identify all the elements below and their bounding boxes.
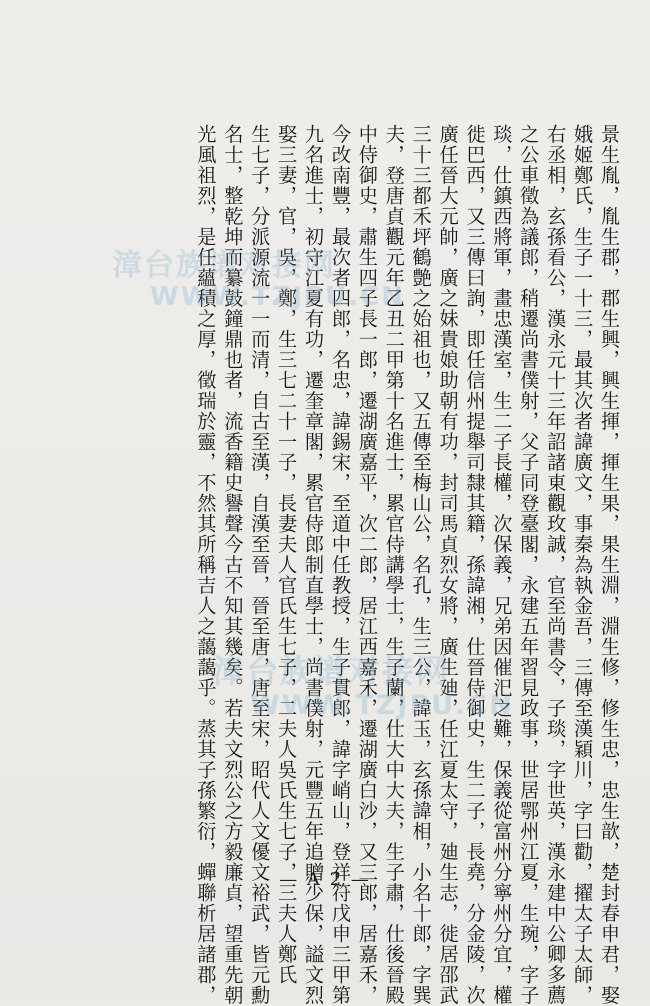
text-column: 右丞相，玄孫看公，漢永元十三年詔諸東觀玫誠，官至尚書令，子琰，字世英，漢永建中公卿多薦: [544, 124, 568, 1006]
text-column: 今改南豐，最次者四郎，名忠，諱錫宋，至道中任教授，生子貫郎，諱字峭山，登祥符戊申三甲第: [328, 124, 352, 1006]
text-column: 娶三妻，官，吳，鄭，生三七二十一子，長妻夫人官氏生七子，二夫人吳氏生七子，三夫人鄭氏: [275, 124, 299, 985]
text-column: 之公車徵為議郎，稍遷尚書僕射，父子同登臺閣，永建五年習見政事，世居鄂州江夏，生琬，字子: [517, 124, 541, 1006]
watermark-text: 漳台族谱对接网: [212, 652, 451, 690]
text-column: 徙巴西，又三傳曰詢，即任信州提舉司隸其籍，孫諱湘，仕晉侍御史，生二子，長堯，分金陵，次: [463, 124, 487, 1006]
text-column: 名士，整乾坤而纂鼓鐘鼎也者，流香籍史譽聲今古不知其幾矣。若夫文烈公之方毅廉貞，望重先朝: [221, 124, 245, 1006]
text-column: 娥姬鄭氏，生子一十三，最其次者諱廣文，事秦為執金吾，三傳至漢穎川，字曰勸，擢太子太師，: [571, 124, 595, 1006]
page-number: — A 2 —: [279, 869, 371, 890]
text-column: 光風祖烈，是任蘊積之厚，徵瑞於靈，不然其所稱吉人之藹藹乎。蒸其子孫繁衍，蟬聯析居諸郡，: [194, 124, 218, 1006]
text-column: 三十三都禾坪鶴艶之始祖也，又五傳至梅山公，名孔，生三公，諱玉，玄孫諱相，小名十郎，字巽: [409, 124, 433, 1006]
text-column: 九名進士，初守江夏有功，遷奎章閣，累官侍郎制直學士，尚書僕射，元豐五年追贈少保，謚文烈: [302, 124, 326, 1006]
watermark-url: WWW.TZJPU.CN: [250, 690, 514, 721]
text-column: 生七子，分派源流一一而清，自古至漢，自漢至晉，晉至唐，唐至宋，昭代人文優文裕武，皆元勳: [248, 124, 272, 1006]
text-column: 景生胤，胤生郡，郡生興，興生揮，揮生果，果生淵，淵生修，修生忠，忠生歆，楚封春申君，娶: [598, 124, 621, 1006]
text-column: 琰，仕鎮西將軍，畫忠漢室，生二子長權，次保義，兄弟因催汜之難，保義從富州分寧州分宜，權: [490, 124, 514, 1006]
watermark-text: 漳台族谱对接网: [112, 248, 336, 283]
text-column: 夫，登唐貞觀元年乙丑二甲第十名進士，累官侍講學士，生子蘭，仕大中大夫，生子肅，仕後晉殿: [382, 124, 406, 1006]
text-column: 中侍御史，肅生四子長一郎，遷湖廣嘉平，次二郎，居江西嘉禾，遷湖廣白沙，又三郎，居嘉禾，: [355, 124, 379, 1006]
watermark-url: WWW.TZJPU.CN: [150, 282, 405, 312]
text-column: 廣任晉大元帥，廣之妹貴娘助朝有功，封司馬貞烈女將，廣生廸，任江夏太守，廸生志，徙居邵武: [436, 124, 460, 1006]
